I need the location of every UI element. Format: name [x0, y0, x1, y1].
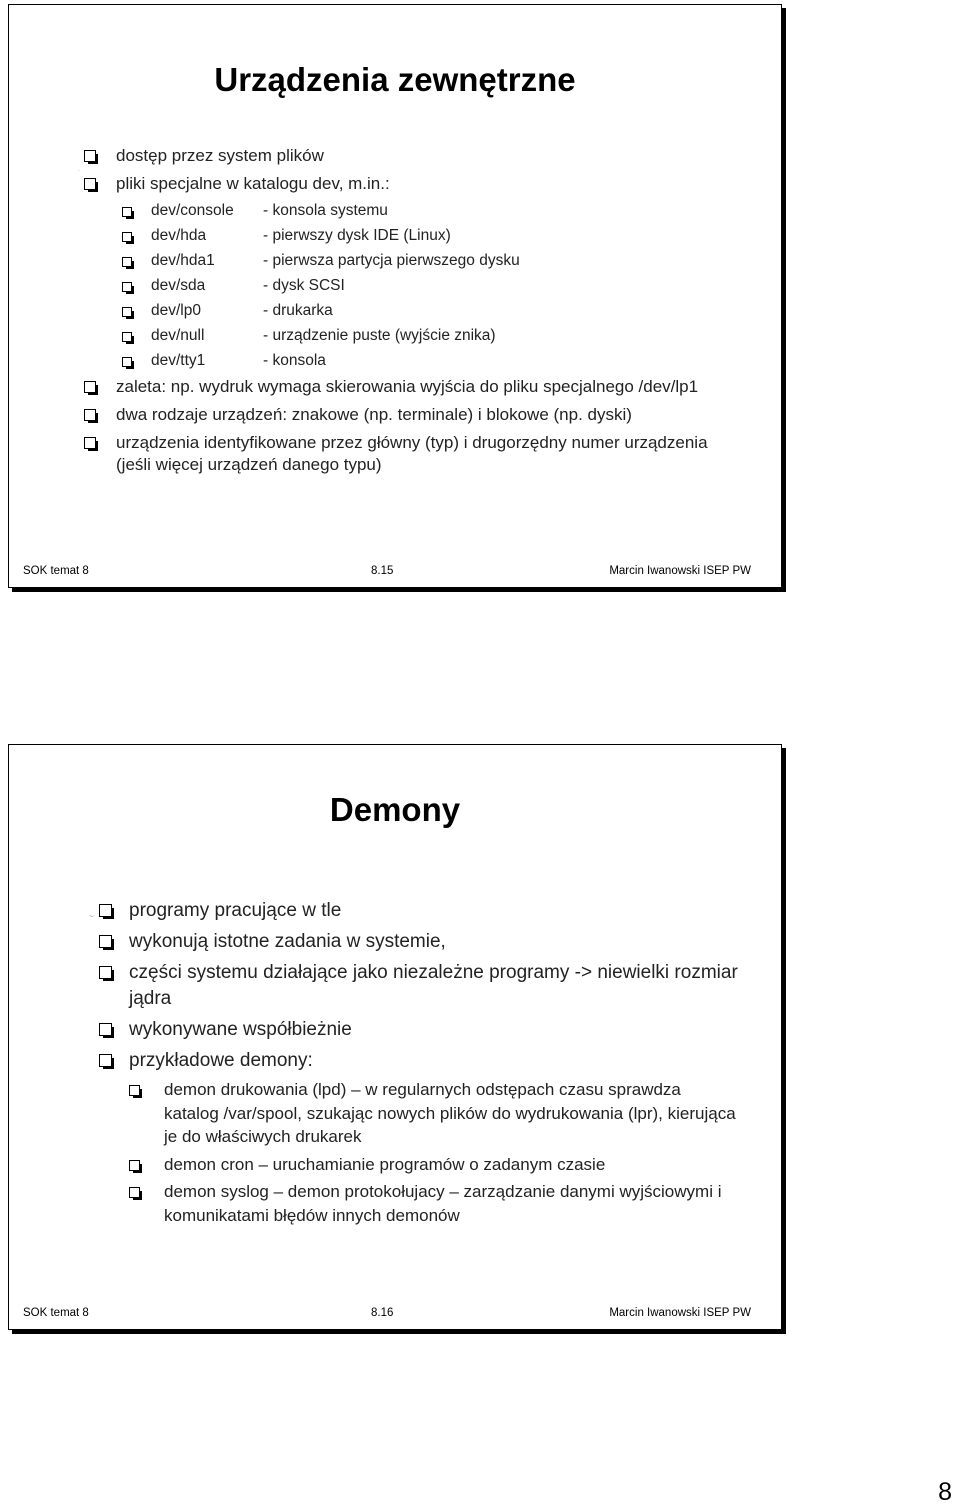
device-item — [84, 251, 744, 271]
sub-list-item — [129, 1078, 739, 1149]
list-item — [99, 1017, 739, 1043]
list-item — [78, 145, 744, 173]
list-item-text: wykonują istotne zadania w systemie, — [129, 931, 446, 952]
list-item — [99, 960, 739, 1012]
checkbox-bullet-icon — [122, 232, 132, 242]
checkbox-bullet-icon — [99, 1023, 112, 1036]
slide-footer — [23, 565, 751, 579]
footer-course: SOK temat 8 — [23, 565, 89, 577]
checkbox-bullet-icon — [122, 257, 132, 267]
device-name: dev/tty1 — [151, 352, 206, 369]
device-desc: - konsola systemu — [263, 202, 388, 219]
device-desc: - pierwsza partycja pierwszego dysku — [263, 252, 520, 269]
list-item — [84, 173, 744, 195]
device-name: dev/hda1 — [151, 252, 215, 269]
device-name: dev/sda — [151, 277, 206, 294]
stray-mark: ~ — [89, 912, 94, 921]
checkbox-bullet-icon — [99, 1054, 112, 1067]
list-item — [99, 929, 739, 955]
device-desc: - dysk SCSI — [263, 277, 345, 294]
footer-course: SOK temat 8 — [23, 1307, 89, 1319]
device-desc: - konsola — [263, 352, 326, 369]
list-item — [99, 1048, 739, 1227]
device-item — [84, 326, 744, 346]
device-desc: - drukarka — [263, 302, 333, 319]
checkbox-bullet-icon — [99, 966, 112, 979]
device-name: dev/null — [151, 327, 205, 344]
checkbox-bullet-icon — [84, 381, 96, 393]
list-item-text: zaleta: np. wydruk wymaga skierowania wyjścia do pliku specjalnego /dev/lp1 — [116, 377, 699, 396]
checkbox-bullet-icon — [122, 282, 132, 292]
footer-author: Marcin Iwanowski ISEP PW — [609, 565, 751, 577]
bullet-list — [78, 145, 744, 482]
stray-mark: . — [78, 167, 80, 173]
device-item — [84, 201, 744, 221]
checkbox-bullet-icon — [84, 150, 96, 162]
device-desc: - pierwszy dysk IDE (Linux) — [263, 227, 451, 244]
device-item — [84, 301, 744, 321]
list-item — [84, 404, 744, 426]
list-item-text: dostęp przez system plików — [116, 146, 324, 165]
device-name: dev/lp0 — [151, 302, 201, 319]
list-item-text: przykładowe demony: — [129, 1050, 313, 1071]
footer-slide-number: 8.15 — [371, 565, 394, 577]
checkbox-bullet-icon — [99, 935, 112, 948]
slide-8-16 — [8, 744, 782, 1330]
sub-list-item — [129, 1153, 739, 1177]
device-item — [84, 351, 744, 371]
checkbox-bullet-icon — [129, 1085, 140, 1096]
sub-list — [129, 1078, 739, 1227]
checkbox-bullet-icon — [122, 357, 132, 367]
checkbox-bullet-icon — [122, 307, 132, 317]
device-name: dev/hda — [151, 227, 207, 244]
device-item — [84, 276, 744, 296]
list-item-text: pliki specjalne w katalogu dev, m.in.: — [116, 174, 390, 193]
list-item — [89, 898, 739, 924]
bullet-list — [89, 898, 739, 1232]
footer-slide-number: 8.16 — [371, 1307, 394, 1319]
sub-list-item — [129, 1180, 739, 1227]
sub-item-text: demon syslog – demon protokołujacy – zarządzanie danymi wyjściowymi i komunikatami błędów innych demonów — [164, 1182, 722, 1225]
list-item — [84, 376, 744, 398]
sub-item-text: demon drukowania (lpd) – w regularnych odstępach czasu sprawdza katalog /var/spool, szukając nowych plików do wydrukowania (lpr), kierująca je do właściwych drukarek — [164, 1080, 736, 1146]
checkbox-bullet-icon — [84, 178, 96, 190]
slide-title: Urządzenia zewnętrzne — [214, 61, 576, 98]
checkbox-bullet-icon — [84, 437, 96, 449]
list-item-text: urządzenia identyfikowane przez główny (typ) i drugorzędny numer urządzenia (jeśli więcej urządzeń danego typu) — [116, 433, 708, 474]
list-item-text: programy pracujące w tle — [129, 900, 342, 921]
checkbox-bullet-icon — [84, 409, 96, 421]
list-item-text: wykonywane współbieżnie — [129, 1019, 352, 1040]
device-name: dev/console — [151, 202, 234, 219]
list-item-text: dwa rodzaje urządzeń: znakowe (np. terminale) i blokowe (np. dyski) — [116, 405, 632, 424]
checkbox-bullet-icon — [122, 332, 132, 342]
page-number: 8 — [938, 1478, 952, 1506]
device-desc: - urządzenie puste (wyjście znika) — [263, 327, 496, 344]
checkbox-bullet-icon — [99, 904, 112, 917]
checkbox-bullet-icon — [129, 1160, 140, 1171]
slide-footer — [23, 1307, 751, 1321]
slide-title: Demony — [329, 791, 461, 828]
checkbox-bullet-icon — [122, 207, 132, 217]
footer-author: Marcin Iwanowski ISEP PW — [609, 1307, 751, 1319]
list-item-text: części systemu działające jako niezależne programy -> niewielki rozmiar jądra — [129, 962, 738, 1009]
device-item — [84, 226, 744, 246]
slide-8-15 — [8, 4, 782, 588]
list-item — [84, 432, 744, 476]
sub-item-text: demon cron – uruchamianie programów o zadanym czasie — [164, 1154, 606, 1174]
checkbox-bullet-icon — [129, 1187, 140, 1198]
